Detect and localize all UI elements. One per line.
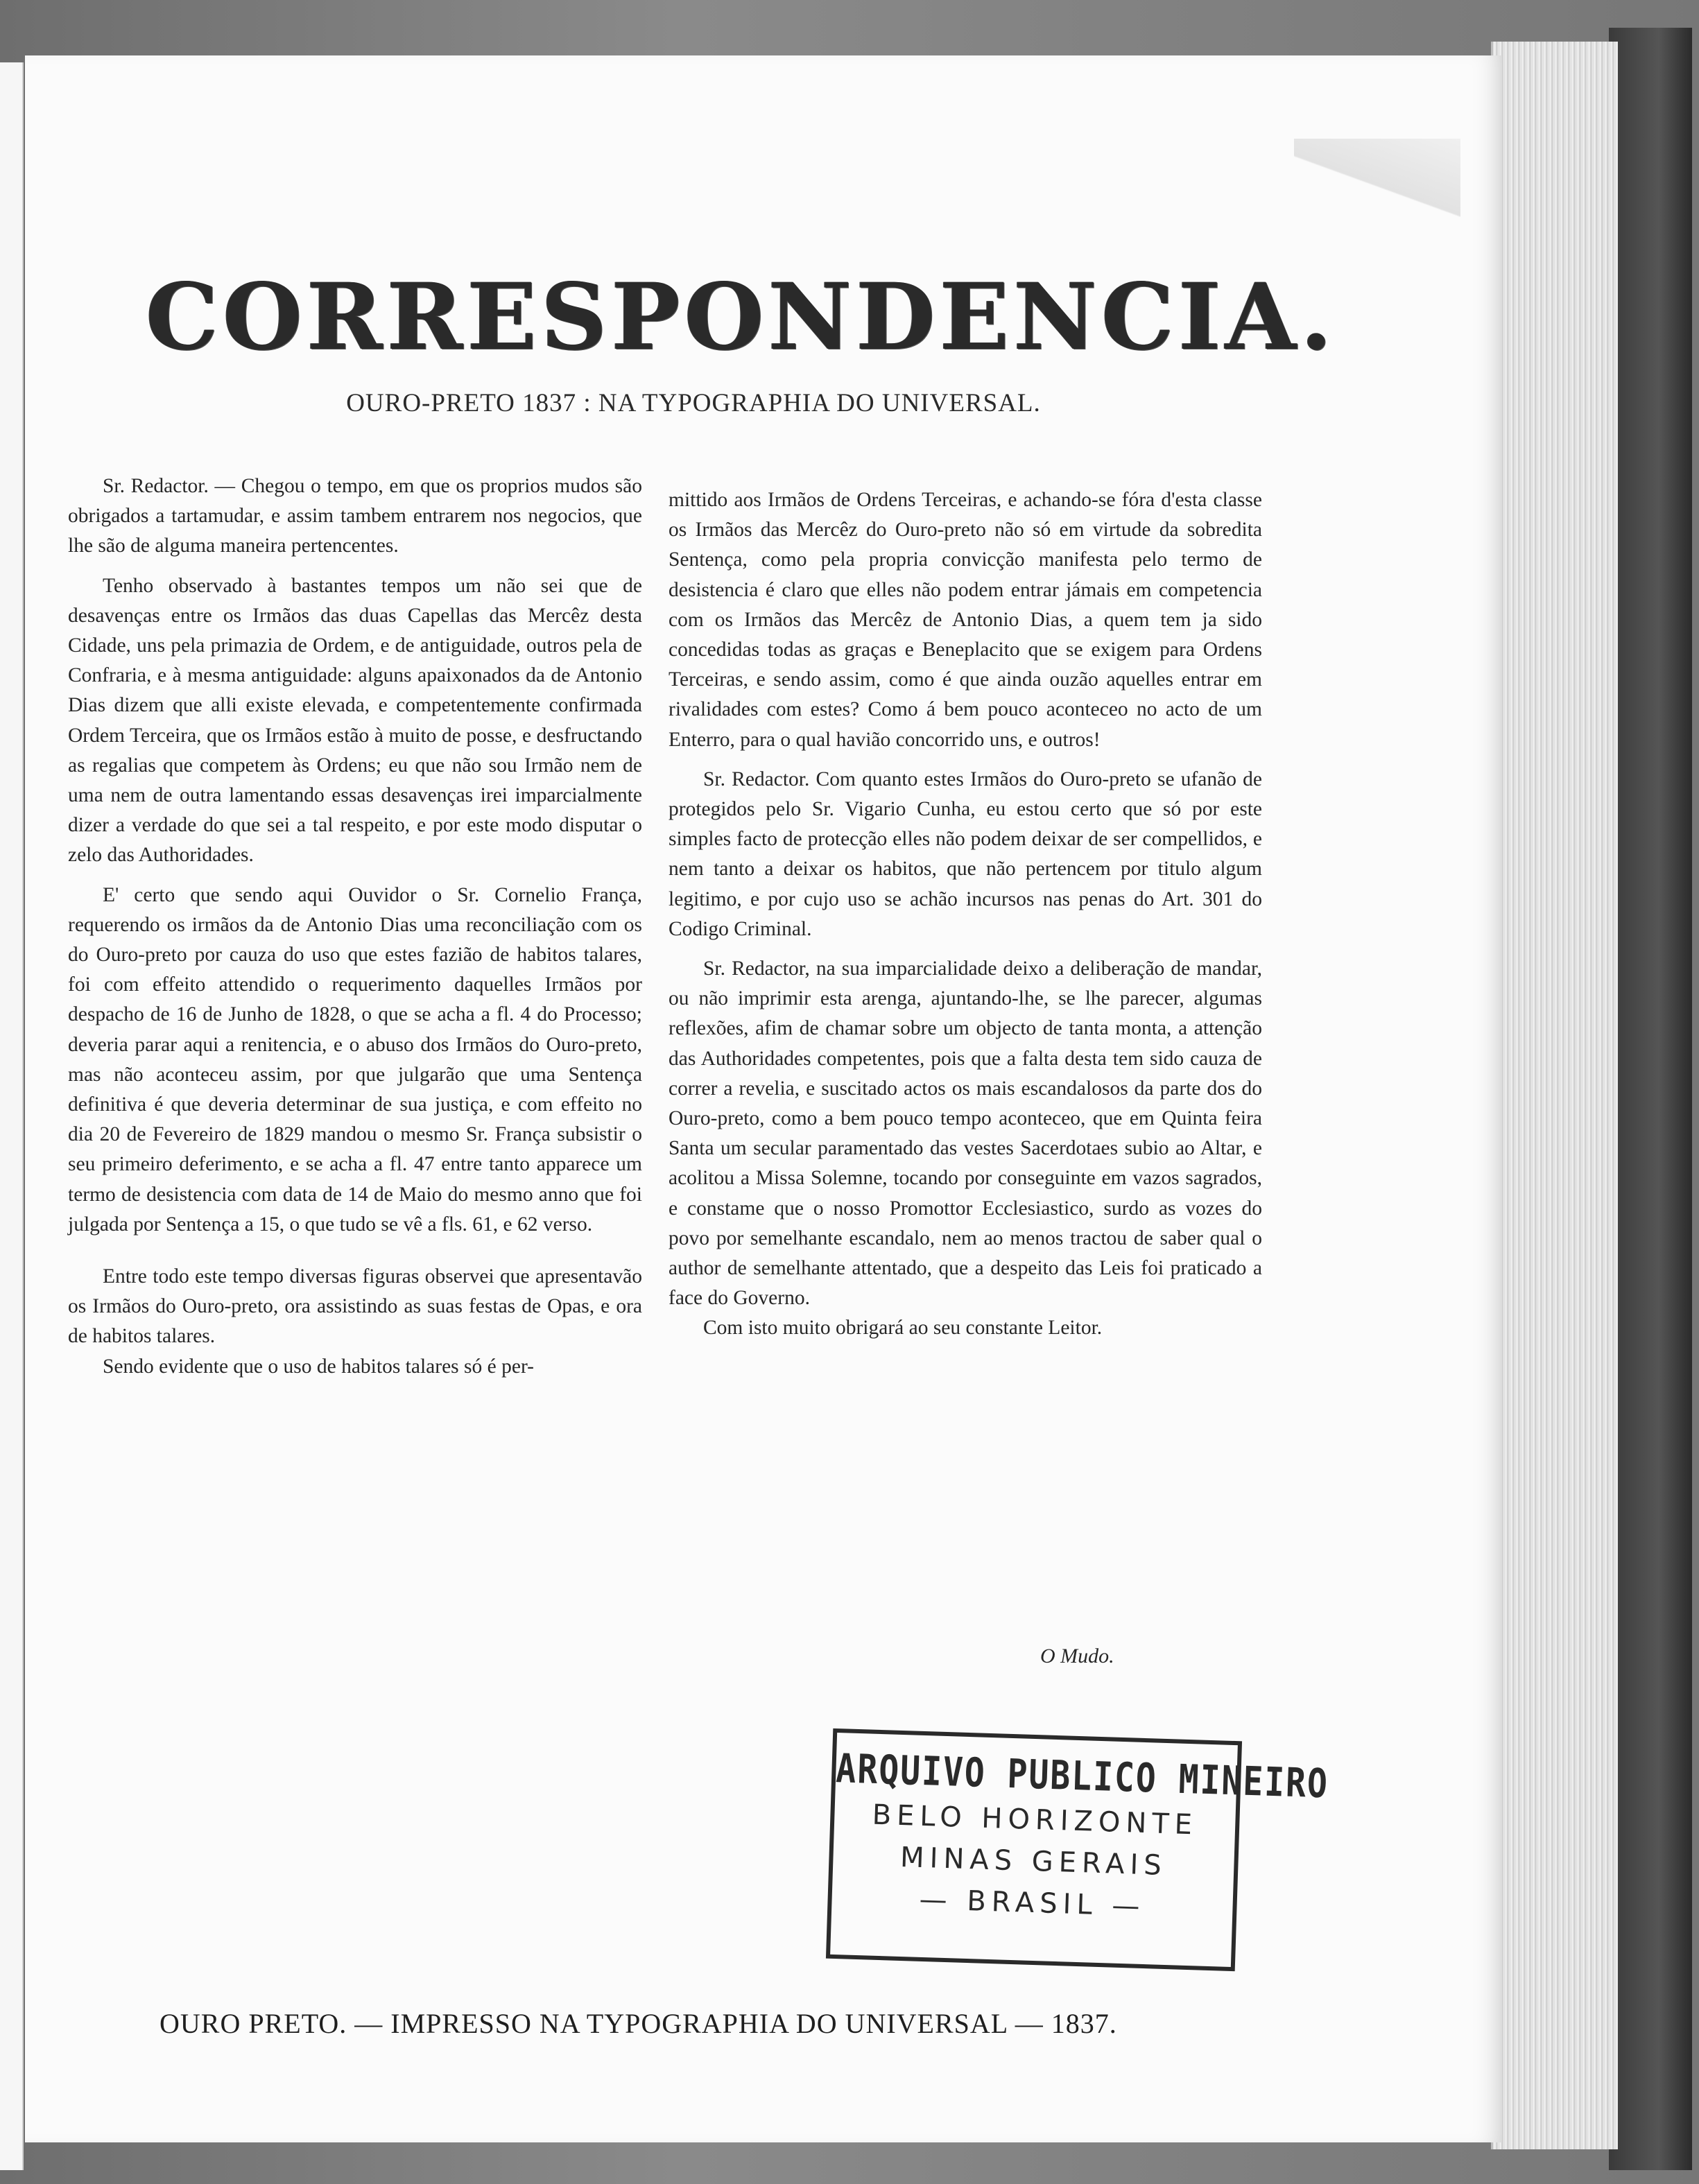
dateline: OURO-PRETO 1837 : NA TYPOGRAPHIA DO UNIVERSAL. — [346, 389, 1041, 417]
paragraph: Com isto muito obrigará ao seu constante Leitor. — [703, 1317, 1103, 1340]
book-spine — [1609, 28, 1692, 2170]
book-page-edges — [1491, 42, 1618, 2149]
paragraph: Sr. Redactor, na sua imparcialidade deixo a deliberação de mandar, ou não imprimir esta arenga, ajuntando-lhe, se lhe parecer, algumas reflexões, afim de chamar sobre um objecto de tanta monta, a attenção das Authoridades competentes, pois que a falta desta tem sido cauza de correr a revelia, e suscitado actos os mais escandalosos da parte dos do Ouro-preto, como a bem pouco tempo aconteceo, que em Quinta feira Santa um secular paramentado das vestes Sacerdotaes subio ao Altar, e acolitou a Missa Solemne, tocando por conseguinte em vazos sagrados, e constame que o nosso Promottor Ecclesiastico, surdo as vozes do povo por semelhante escandalo, nem ao menos tractou de saber qual o author de semelhante attentado, que a despeito das Leis foi praticado a face do Governo. — [669, 957, 1262, 1310]
paragraph: Sr. Redactor. Com quanto estes Irmãos do Ouro-preto se ufanão de protegidos pelo Sr. Vigario Cunha, eu estou certo que só por este simples facto de protecção elles não podem deixar de ser compellidos, e nem tanto a deixar os habitos, que não pertencem por titulo algum legitimo, e por cujo uso se achão incursos nas penas do Art. 301 do Codigo Criminal. — [669, 768, 1262, 940]
paragraph: Sendo evidente que o uso de habitos talares só é per- — [103, 1355, 535, 1378]
paragraph: mittido aos Irmãos de Ordens Terceiras, e achando-se fóra d'esta classe os Irmãos das Mercêz do Ouro-preto não só em virtude da sobredita Sentença, como pela propria convicção manifesta pelo termo de desistencia é claro que elles não podem entrar jámais em competencia com os Irmãos das Mercêz de Antonio Dias, a quem tem ja sido concedidas todas as graças e Beneplacito que se exigem para Ordens Terceiras, e sendo assim, como é que ainda ouzão aquelles entrar em rivalidades com estes? Como á bem pouco aconteceo no acto de um Enterro, para o qual havião concorrido uns, e outros! — [669, 489, 1262, 751]
archive-stamp — [826, 1728, 1329, 1971]
letter-left-column — [68, 471, 642, 1382]
masthead-title: CORRESPONDENCIA. — [146, 263, 1337, 371]
paragraph: E' certo que sendo aqui Ouvidor o Sr. Cornelio França, requerendo os irmãos da de Antonio Dias uma reconciliação com os do Ouro-preto por cauza do uso que estes fazião de habitos talares, foi com effeito attendido o requerimento daquelles Irmãos por despacho de 16 de Junho de 1828, o que se acha a fl. 4 do Processo; deveria parar aqui a renitencia, e o abuso dos Irmãos do Ouro-preto, mas não aconteceu assim, por que julgarão que uma Sentença definitiva é que deveria determinar de sua justiça, e com effeito no dia 20 de Fevereiro de 1829 mandou o mesmo Sr. França subsistir o seu primeiro deferimento, e se acha a fl. 47 entre tanto apparece um termo de desistencia com data de 14 de Maio do mesmo anno que foi julgada por Sentença a 15, o que tudo se vê a fls. 61, e 62 verso. — [68, 883, 642, 1236]
footer-imprint: OURO PRETO. — IMPRESSO NA TYPOGRAPHIA DO UNIVERSAL — 1837. — [159, 2008, 1117, 2039]
left-page-edge — [0, 62, 24, 2170]
paragraph: Tenho observado à bastantes tempos um não sei que de desavenças entre os Irmãos das duas Capellas das Mercêz desta Cidade, uns pela primazia de Ordem, e de antiguidade, outros pela de Confraria, e à mesma antiguidade: alguns apaixonados da de Antonio Dias dizem que alli existe elevada, e competentemente confirmada Ordem Terceira, que os Irmãos estão à muito de posse, e desfructando as regalias que competem às Ordens; eu que não sou Irmão nem de uma nem de outra lamentando essas desavenças irei imparcialmente dizer a verdade do que sei a tal respeito, e por este modo disputar o zelo das Authoridades. — [68, 574, 642, 867]
signature: O Mudo. — [1040, 1645, 1114, 1667]
stamp-line-city: BELO HORIZONTE — [872, 1799, 1198, 1841]
paragraph: Entre todo este tempo diversas figuras observei que apresentavão os Irmãos do Ouro-preto, ora assistindo as suas festas de Opas, e ora de habitos talares. — [68, 1265, 642, 1348]
folded-corner — [1294, 139, 1460, 250]
stamp-line-country: — BRASIL — — [918, 1883, 1146, 1923]
stamp-line-archive: ARQUIVO PUBLICO MINEIRO — [835, 1745, 1329, 1808]
stamp-line-state: MINAS GERAIS — [899, 1841, 1168, 1882]
letter-right-column — [669, 485, 1262, 1344]
paragraph: Sr. Redactor. — Chegou o tempo, em que os proprios mudos são obrigados a tartamudar, e assim tambem entrarem nos negocios, que lhe são de alguma maneira pertencentes. — [68, 475, 642, 557]
